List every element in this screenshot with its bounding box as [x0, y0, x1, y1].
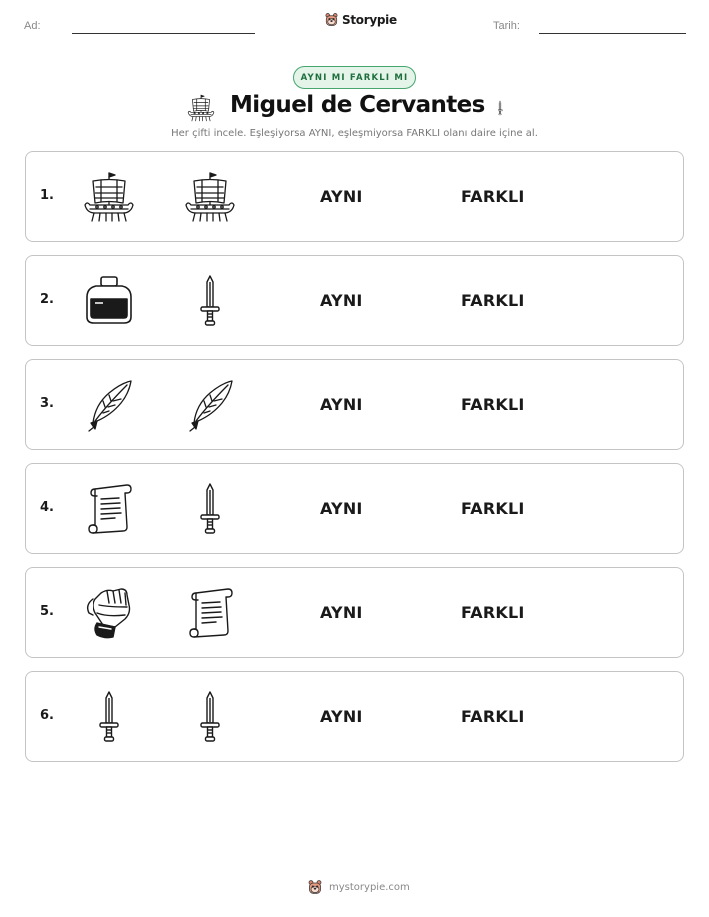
gauntlet-icon [81, 585, 137, 641]
instruction-text: Her çifti incele. Eşleşiyorsa AYNI, eşleşmiyorsa FARKLI olanı daire içine al. [171, 128, 538, 139]
exercise-row-6 [25, 671, 684, 762]
scroll-icon [182, 585, 238, 641]
ship-icon [81, 169, 137, 225]
row-number: 4. [40, 500, 54, 515]
exercise-row-1 [25, 151, 684, 242]
same-option[interactable]: AYNI [320, 603, 363, 622]
worksheet-type-badge: AYNI MI FARKLI MI [293, 66, 416, 89]
brand-logo [324, 12, 397, 27]
same-option[interactable]: AYNI [320, 707, 363, 726]
same-option[interactable]: AYNI [320, 291, 363, 310]
same-option[interactable]: AYNI [320, 395, 363, 414]
sword-icon [182, 481, 238, 537]
exercise-row-4 [25, 463, 684, 554]
sword-icon [182, 689, 238, 745]
name-label: Ad: [24, 20, 41, 32]
date-label: Tarih: [493, 20, 520, 32]
footer-url[interactable]: mystorypie.com [329, 881, 410, 893]
mascot-icon [324, 12, 339, 27]
different-option[interactable]: FARKLI [461, 499, 525, 518]
quill-icon [182, 377, 238, 433]
row-number: 3. [40, 396, 54, 411]
page-title: Miguel de Cervantes [230, 92, 485, 118]
footer [307, 879, 410, 895]
row-number: 6. [40, 708, 54, 723]
mascot-icon [307, 879, 323, 895]
ship-icon [182, 169, 238, 225]
different-option[interactable]: FARKLI [461, 291, 525, 310]
different-option[interactable]: FARKLI [461, 707, 525, 726]
different-option[interactable]: FARKLI [461, 395, 525, 414]
name-line[interactable] [72, 33, 255, 34]
quill-icon [81, 377, 137, 433]
brand-name: Storypie [342, 12, 397, 27]
date-line[interactable] [539, 33, 686, 34]
exercise-row-2 [25, 255, 684, 346]
row-number: 2. [40, 292, 54, 307]
same-option[interactable]: AYNI [320, 499, 363, 518]
title-row [0, 90, 709, 126]
sword-icon [498, 92, 518, 124]
row-number: 5. [40, 604, 54, 619]
ink-pot-icon [81, 273, 137, 329]
different-option[interactable]: FARKLI [461, 187, 525, 206]
same-option[interactable]: AYNI [320, 187, 363, 206]
different-option[interactable]: FARKLI [461, 603, 525, 622]
sword-icon [81, 689, 137, 745]
scroll-icon [81, 481, 137, 537]
exercise-row-5 [25, 567, 684, 658]
sword-icon [182, 273, 238, 329]
exercise-row-3 [25, 359, 684, 450]
ship-icon [186, 93, 216, 123]
row-number: 1. [40, 188, 54, 203]
